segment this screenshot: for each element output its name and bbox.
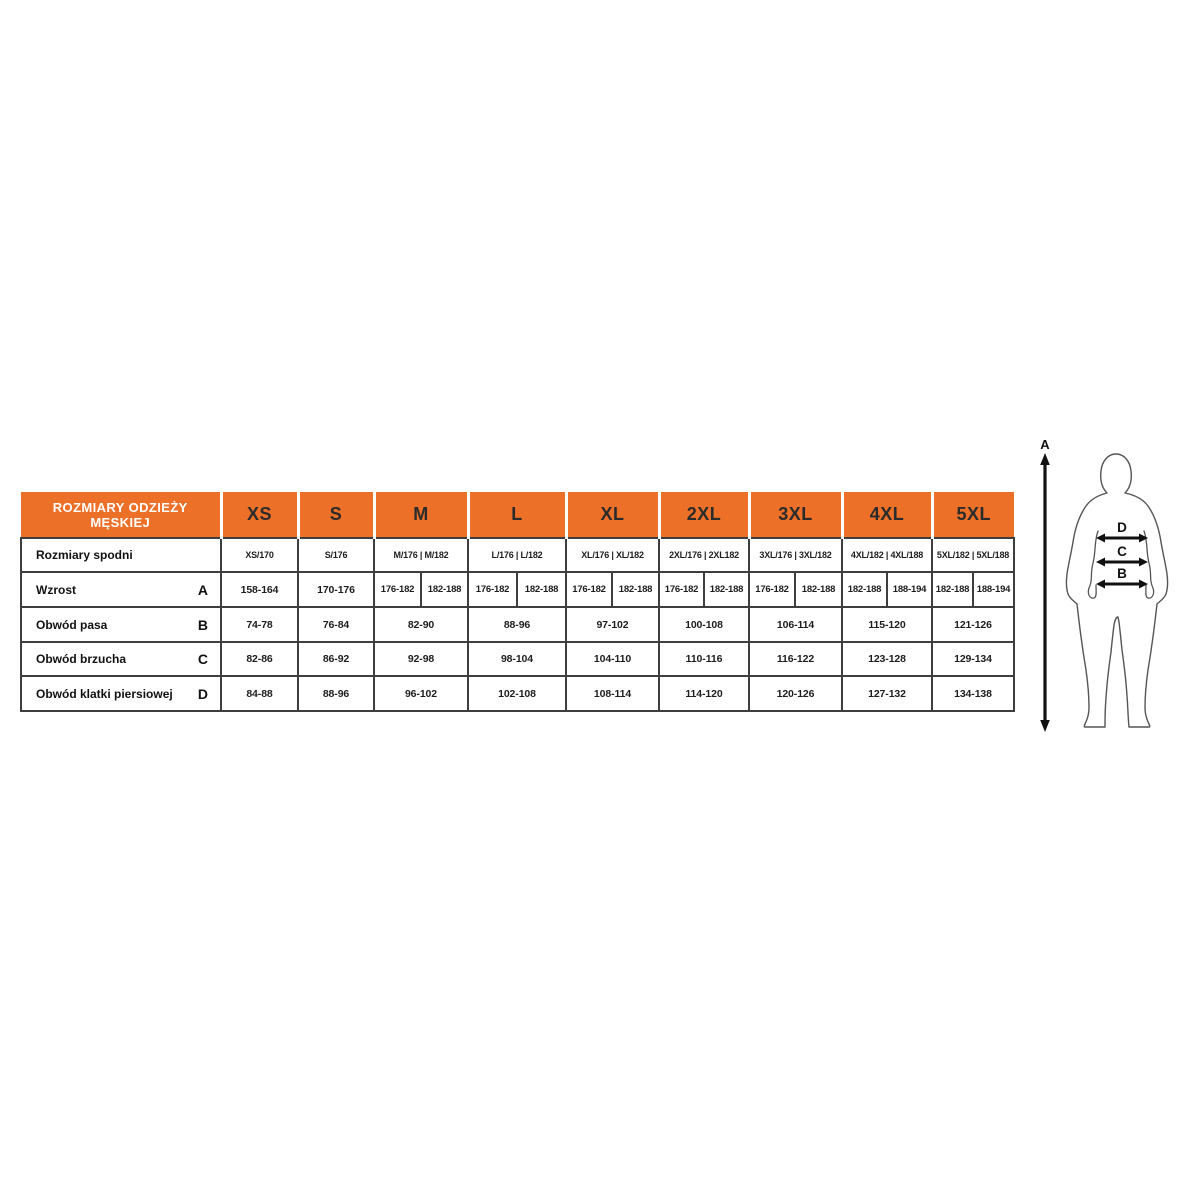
cell-3xl: 176-182: [749, 572, 795, 607]
cell-4xl: 127-132: [842, 676, 932, 711]
cell-xl: XL/176 | XL/182: [566, 538, 659, 572]
cell-xs: 84-88: [221, 676, 298, 711]
cell-xs: 82-86: [221, 642, 298, 676]
header-size-s: S: [298, 492, 374, 538]
cell-2xl: 176-182: [659, 572, 704, 607]
cell-2xl: 114-120: [659, 676, 749, 711]
table-row: [21, 607, 1014, 642]
table-title: ROZMIARY ODZIEŻY MĘSKIEJ: [21, 492, 221, 538]
cell-s: 76-84: [298, 607, 374, 642]
row-letter: B: [197, 616, 208, 633]
row-label-cell: [21, 642, 221, 676]
table-body: [21, 538, 1014, 711]
header-size-2xl: 2XL: [659, 492, 749, 538]
cell-s: 88-96: [298, 676, 374, 711]
row-label-cell: [21, 572, 221, 607]
cell-s: S/176: [298, 538, 374, 572]
row-label-cell: [21, 607, 221, 642]
cell-m: 82-90: [374, 607, 468, 642]
cell-2xl: 182-188: [704, 572, 749, 607]
header-size-m: M: [374, 492, 468, 538]
cell-m: 182-188: [421, 572, 468, 607]
waist-arrow-label: B: [1117, 566, 1127, 581]
cell-l: L/176 | L/182: [468, 538, 566, 572]
table-row: [21, 676, 1014, 711]
cell-m: 176-182: [374, 572, 421, 607]
cell-l: 98-104: [468, 642, 566, 676]
cell-3xl: 120-126: [749, 676, 842, 711]
height-arrow-label: A: [1040, 437, 1050, 452]
cell-5xl: 188-194: [973, 572, 1014, 607]
cell-m: 96-102: [374, 676, 468, 711]
cell-5xl: 182-188: [932, 572, 973, 607]
belly-arrow-label: C: [1117, 544, 1127, 559]
row-label: Obwód brzucha: [36, 652, 126, 666]
header-size-5xl: 5XL: [932, 492, 1014, 538]
table-row: [21, 538, 1014, 572]
header-size-l: L: [468, 492, 566, 538]
cell-l: 102-108: [468, 676, 566, 711]
cell-xl: 97-102: [566, 607, 659, 642]
man-silhouette: [1066, 454, 1167, 727]
cell-5xl: 121-126: [932, 607, 1014, 642]
row-letter: A: [197, 581, 208, 598]
row-label: Rozmiary spodni: [36, 548, 133, 562]
table-row: [21, 572, 1014, 607]
cell-2xl: 110-116: [659, 642, 749, 676]
row-letter: D: [197, 685, 208, 702]
cell-l: 88-96: [468, 607, 566, 642]
measurement-figure: [1028, 436, 1184, 738]
cell-3xl: 182-188: [795, 572, 842, 607]
cell-xl: 176-182: [566, 572, 612, 607]
cell-5xl: 134-138: [932, 676, 1014, 711]
cell-4xl: 123-128: [842, 642, 932, 676]
header-size-xs: XS: [221, 492, 298, 538]
cell-s: 170-176: [298, 572, 374, 607]
header-size-xl: XL: [566, 492, 659, 538]
table-row: [21, 642, 1014, 676]
cell-m: M/176 | M/182: [374, 538, 468, 572]
cell-l: 182-188: [517, 572, 566, 607]
cell-2xl: 100-108: [659, 607, 749, 642]
cell-xl: 108-114: [566, 676, 659, 711]
cell-s: 86-92: [298, 642, 374, 676]
cell-3xl: 106-114: [749, 607, 842, 642]
cell-4xl: 188-194: [887, 572, 932, 607]
row-label: Obwód klatki piersiowej: [36, 686, 173, 701]
cell-xs: 74-78: [221, 607, 298, 642]
cell-2xl: 2XL/176 | 2XL182: [659, 538, 749, 572]
cell-4xl: 182-188: [842, 572, 887, 607]
header-size-4xl: 4XL: [842, 492, 932, 538]
header-size-3xl: 3XL: [749, 492, 842, 538]
row-letter: C: [197, 651, 208, 667]
cell-xl: 182-188: [612, 572, 659, 607]
cell-xs: XS/170: [221, 538, 298, 572]
cell-4xl: 115-120: [842, 607, 932, 642]
row-label-cell: [21, 538, 221, 572]
cell-5xl: 129-134: [932, 642, 1014, 676]
row-label: Wzrost: [36, 582, 76, 597]
cell-xs: 158-164: [221, 572, 298, 607]
header-row: [21, 492, 1014, 538]
cell-3xl: 116-122: [749, 642, 842, 676]
chest-arrow-label: D: [1117, 520, 1127, 535]
cell-5xl: 5XL/182 | 5XL/188: [932, 538, 1014, 572]
cell-xl: 104-110: [566, 642, 659, 676]
row-label-cell: [21, 676, 221, 711]
cell-3xl: 3XL/176 | 3XL/182: [749, 538, 842, 572]
cell-l: 176-182: [468, 572, 517, 607]
size-chart-table: [20, 492, 1015, 712]
row-label: Obwód pasa: [36, 617, 108, 632]
cell-m: 92-98: [374, 642, 468, 676]
cell-4xl: 4XL/182 | 4XL/188: [842, 538, 932, 572]
height-arrow: [1040, 453, 1050, 732]
